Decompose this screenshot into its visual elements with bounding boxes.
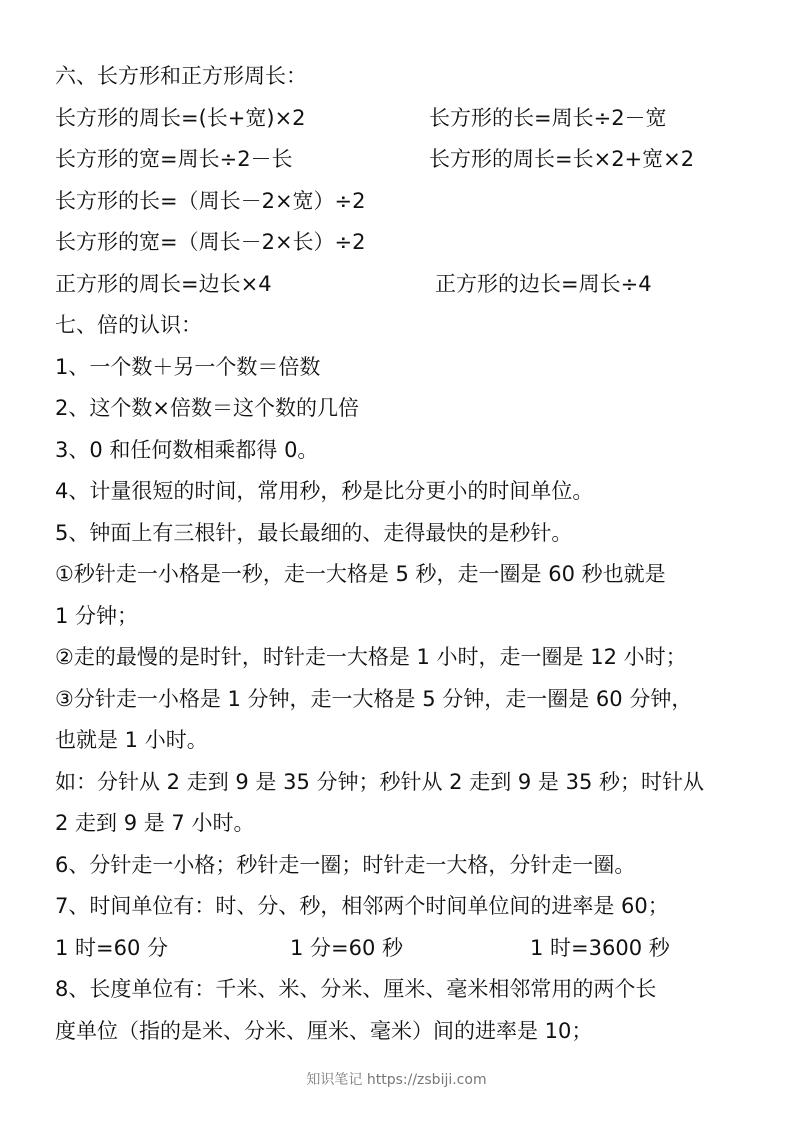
formula-rect-length: 长方形的长=周长÷2－宽 — [429, 105, 667, 130]
formula-row-1 — [55, 98, 745, 140]
document-body — [55, 56, 745, 1052]
text-line: 1 分钟； — [55, 603, 139, 628]
formula-rect-perimeter-alt: 长方形的周长=长×2+宽×2 — [429, 147, 695, 171]
text-line: 8、长度单位有：千米、米、分米、厘米、毫米相邻常用的两个长 — [55, 977, 657, 1001]
text-line: 2、这个数×倍数＝这个数的几倍 — [55, 396, 359, 420]
formula-row-5 — [55, 264, 745, 306]
text-line: 度单位（指的是米、分米、厘米、毫米）间的进率是 10； — [55, 1018, 593, 1043]
text-line: ①秒针走一小格是一秒，走一大格是 5 秒，走一圈是 60 秒也就是 — [55, 562, 666, 586]
time-unit-hour-minute: 1 时=60 分 — [55, 935, 169, 960]
section-7-heading: 七、倍的认识： — [55, 313, 202, 337]
formula-rect-length-alt: 长方形的长=（周长－2×宽）÷2 — [55, 188, 366, 213]
formula-rect-width: 长方形的宽=周长÷2－长 — [55, 147, 293, 171]
text-line: 4、计量很短的时间，常用秒，秒是比分更小的时间单位。 — [55, 479, 594, 503]
text-line: 2 走到 9 是 7 小时。 — [55, 811, 255, 835]
time-units-row — [55, 928, 745, 970]
formula-square-perimeter: 正方形的周长=边长×4 — [55, 271, 272, 296]
formula-rect-width-alt: 长方形的宽=（周长－2×长）÷2 — [55, 230, 366, 254]
time-unit-minute-second: 1 分=60 秒 — [290, 935, 404, 960]
text-line: 7、时间单位有：时、分、秒，相邻两个时间单位间的进率是 60； — [55, 894, 669, 918]
text-line: 也就是 1 小时。 — [55, 728, 208, 752]
formula-row-4 — [55, 222, 745, 264]
text-line: 3、0 和任何数相乘都得 0。 — [55, 437, 319, 462]
text-line: ②走的最慢的是时针，时针走一大格是 1 小时，走一圈是 12 小时； — [55, 645, 687, 669]
text-line: 6、分针走一小格；秒针走一圈；时针走一大格，分针走一圈。 — [55, 852, 636, 877]
footer-watermark: 知识笔记 https://zsbiji.com — [306, 1072, 487, 1088]
formula-row-3 — [55, 181, 745, 223]
time-unit-hour-second: 1 时=3600 秒 — [530, 935, 670, 960]
section-6-heading: 六、长方形和正方形周长： — [55, 64, 307, 88]
text-line: 如：分针从 2 走到 9 是 35 分钟；秒针从 2 走到 9 是 35 秒；时针从 — [55, 769, 704, 794]
formula-row-2 — [55, 139, 745, 181]
text-line: 1、一个数＋另一个数＝倍数 — [55, 354, 321, 379]
text-line: ③分针走一小格是 1 分钟，走一大格是 5 分钟，走一圈是 60 分钟， — [55, 686, 693, 711]
formula-square-side: 正方形的边长=周长÷4 — [435, 271, 652, 296]
formula-rect-perimeter: 长方形的周长=(长+宽)×2 — [55, 105, 306, 130]
text-line: 5、钟面上有三根针，最长最细的、走得最快的是秒针。 — [55, 520, 573, 545]
